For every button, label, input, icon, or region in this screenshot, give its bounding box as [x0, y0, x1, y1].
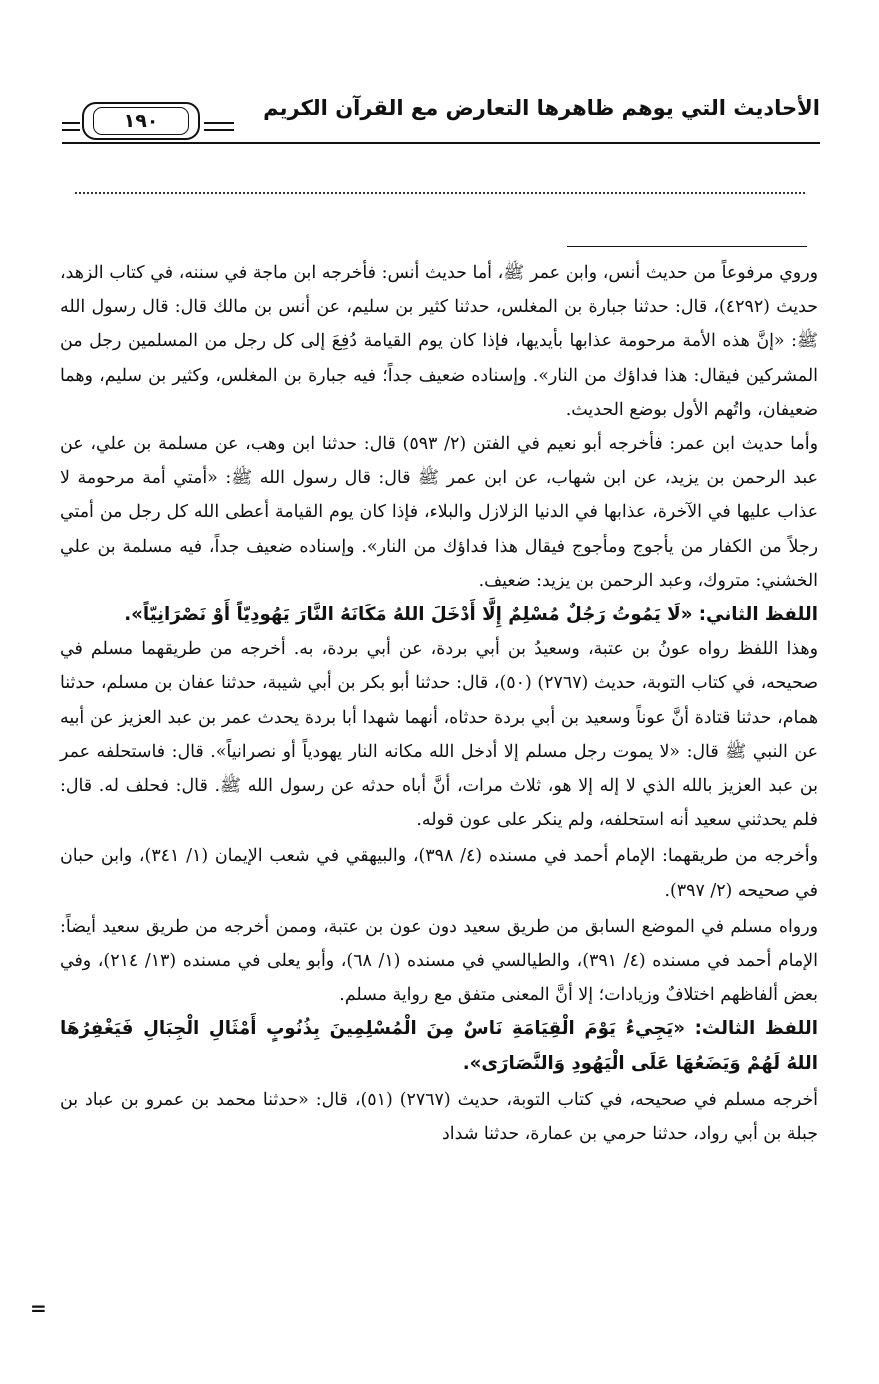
lafz-heading: اللفظ الثالث: «يَجِيءُ يَوْمَ الْقِيَامَةِ نَاسٌ مِنَ الْمُسْلِمِينَ بِذُنُوبٍ أَمْثَالِ الْجِبَالِ فَيَغْفِرُهَا اللهُ لَهُمْ وَيَضَعُهَا عَلَى الْيَهُودِ وَالنَّصَارَى». — [60, 1018, 818, 1074]
page-header — [62, 92, 820, 152]
header-double-rule-left — [62, 122, 80, 131]
running-title: الأحاديث التي يوهم ظاهرها التعارض مع القرآن الكريم — [263, 96, 820, 120]
header-rule — [62, 142, 820, 144]
paragraph: وروي مرفوعاً من حديث أنس، وابن عمر ﷺ، أما حديث أنس: فأخرجه ابن ماجة في سننه، في كتاب الزهد، حديث (٤٢٩٢)، قال: حدثنا جبارة بن المغلس، حدثنا كثير بن سليم، عن أنس بن مالك قال: قال رسول الله ﷺ: «إنَّ هذه الأمة مرحومة عذابها بأيديها، فإذا كان يوم القيامة دُفِعَ إلى كل رجل من المسلمين رجل من المشركين فيقال: هذا فداؤك من النار». وإسناده ضعيف جداً؛ فيه جبارة بن المغلس، وكثير بن سليم، وهما ضعيفان، واتُهم الأول بوضع الحديث. — [60, 263, 819, 420]
footnote-body — [60, 256, 818, 1151]
paragraph: وأخرجه من طريقهما: الإمام أحمد في مسنده (٤/ ٣٩٨)، والبيهقي في شعب الإيمان (١/ ٣٤١)، وابن حبان في صحيحه (٢/ ٣٩٧). — [60, 846, 819, 901]
paragraph: ورواه مسلم في الموضع السابق من طريق سعيد دون عون بن عتبة، وممن أخرجه من طريق سعيد أيضاً: الإمام أحمد في مسنده (٤/ ٣٩١)، والطيالسي في مسنده (١/ ٦٨)، وأبو يعلى في مسنده (١٣/ ٢١٤)، وفي بعض ألفاظهم اختلافٌ وزيادات؛ إلا أنَّ المعنى متفق مع رواية مسلم. — [60, 916, 818, 1006]
paragraph: أخرجه مسلم في صحيحه، في كتاب التوبة، حديث (٢٧٦٧) (٥١)، قال: «حدثنا محمد بن عمرو بن عباد بن جبلة بن أبي رواد، حدثنا حرمي بن عمارة، حدثنا شداد — [60, 1089, 818, 1145]
page-number-frame — [82, 102, 200, 140]
lafz-heading: اللفظ الثاني: «لَا يَمُوتُ رَجُلٌ مُسْلِمٌ إِلَّا أَدْخَلَ اللهُ مَكَانَهُ النَّارَ يَهُودِيّاً أَوْ نَصْرَانِيّاً». — [124, 604, 818, 626]
continuation-mark: = — [30, 1296, 47, 1320]
page-number: ١٩٠ — [93, 107, 189, 135]
header-double-rule-mid — [204, 122, 234, 131]
paragraph: وهذا اللفظ رواه عونُ بن عتبة، وسعيدُ بن أبي بردة، عن أبي بردة، به. أخرجه من طريقهما مسلم في صحيحه، في كتاب التوبة، حديث (٢٧٦٧) (٥٠)، قال: حدثنا أبو بكر بن أبي شيبة، حدثنا عفان بن مسلم، حدثنا همام، حدثنا قتادة أنَّ عوناً وسعيد بن أبي بردة حدثاه، أنهما شهدا أبا بردة يحدث عمر بن عبد العزيز عن أبيه عن النبي ﷺ قال: «لا يموت رجل مسلم إلا أدخل الله مكانه النار يهودياً أو نصرانياً». قال: فاستحلفه عمر بن عبد العزيز بالله الذي لا إله إلا هو، ثلاث مرات، أنَّ أباه حدثه عن رسول الله ﷺ. قال: فحلف له. قال: فلم يحدثني سعيد أنه استحلفه، ولم ينكر على عون قوله. — [60, 639, 818, 831]
paragraph: وأما حديث ابن عمر: فأخرجه أبو نعيم في الفتن (٢/ ٥٩٣) قال: حدثنا ابن وهب، عن مسلمة بن علي، عن عبد الرحمن بن يزيد، عن ابن شهاب، عن ابن عمر ﷺ قال: قال رسول الله ﷺ: «أمتي أمة مرحومة لا عذاب عليها في الآخرة، عذابها في الدنيا الزلازل والبلاء، فإذا كان يوم القيامة أعطى الله كل رجل من أمتي رجلاً من الكفار من يأجوج ومأجوج فيقال هذا فداؤك من النار». وإسناده ضعيف جداً، فيه مسلمة بن علي الخشني: متروك، وعبد الرحمن بن يزيد: ضعيف. — [60, 434, 819, 591]
dotted-separator — [75, 192, 805, 194]
footnote-rule — [567, 246, 807, 247]
